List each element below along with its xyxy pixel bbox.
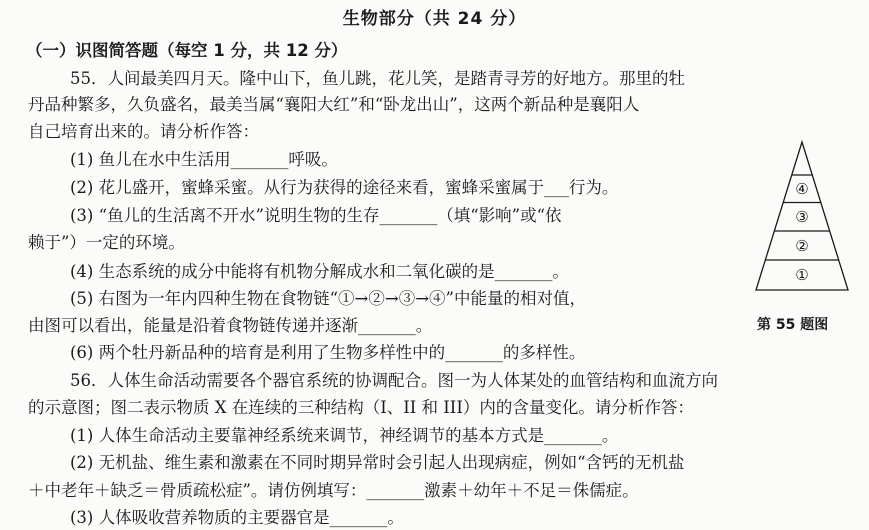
figure-caption: 第 55 题图 [757, 317, 829, 333]
pyramid-level-1: ① [795, 266, 809, 284]
section-heading: （一）识图简答题（每空 1 分，共 12 分） [26, 41, 348, 60]
q55-intro-line-2: 丹品种繁多，久负盛名，最美当属“襄阳大红”和“卧龙出山”，这两个新品种是襄阳人 [28, 95, 640, 114]
q56-intro-line-1: 56．人体生命活动需要各个器官系统的协调配合。图一为人体某处的血管结构和血流方向 [70, 371, 718, 390]
pyramid-level-3: ③ [795, 208, 809, 226]
q56-intro-line-2: 的示意图；图二表示物质 X 在连续的三种结构（I、II 和 III）内的含量变化。请分析作答： [28, 398, 694, 417]
q55-intro-line-1: 55．人间最美四月天。隆中山下，鱼儿跳，花儿笑，是踏青寻芳的好地方。那里的牡 [70, 69, 685, 88]
section-title: 生物部分（共 24 分） [342, 9, 527, 29]
pyramid-level-2: ② [795, 237, 809, 255]
pyramid-level-4: ④ [795, 180, 809, 198]
q55-item-3: (3) “鱼儿的生活离不开水”说明生物的生存_______（填“影响”或“依 [70, 206, 562, 225]
q56-item-2-cont: ＋中老年＋缺乏＝骨质疏松症”。请仿例填写：_______激素＋幼年＋不足＝侏儒症。 [28, 481, 639, 500]
q56-item-1: (1) 人体生命活动主要靠神经系统来调节，神经调节的基本方式是_______。 [70, 426, 619, 445]
energy-pyramid-figure [752, 138, 852, 328]
q55-item-5: (5) 右图为一年内四种生物在食物链“①→②→③→④”中能量的相对值， [70, 289, 586, 308]
q55-item-5-cont: 由图可以看出，能量是沿着食物链传递并逐渐_______。 [28, 316, 433, 335]
q55-intro-line-3: 自己培育出来的。请分析作答： [28, 122, 259, 141]
q55-item-6: (6) 两个牡丹新品种的培育是利用了生物多样性中的_______的多样性。 [70, 343, 586, 362]
q55-item-2: (2) 花儿盛开，蜜蜂采蜜。从行为获得的途径来看，蜜蜂采蜜属于___行为。 [70, 178, 619, 197]
q56-item-2: (2) 无机盐、维生素和激素在不同时期异常时会引起人出现病症，例如“含钙的无机盐 [70, 453, 685, 472]
q56-item-3: (3) 人体吸收营养物质的主要器官是_______。 [70, 508, 404, 527]
q55-item-1: (1) 鱼儿在水中生活用_______呼吸。 [70, 150, 338, 169]
q55-item-4: (4) 生态系统的成分中能将有机物分解成水和二氧化碳的是_______。 [70, 262, 569, 281]
q55-item-3-cont: 赖于”）一定的环境。 [28, 233, 185, 252]
